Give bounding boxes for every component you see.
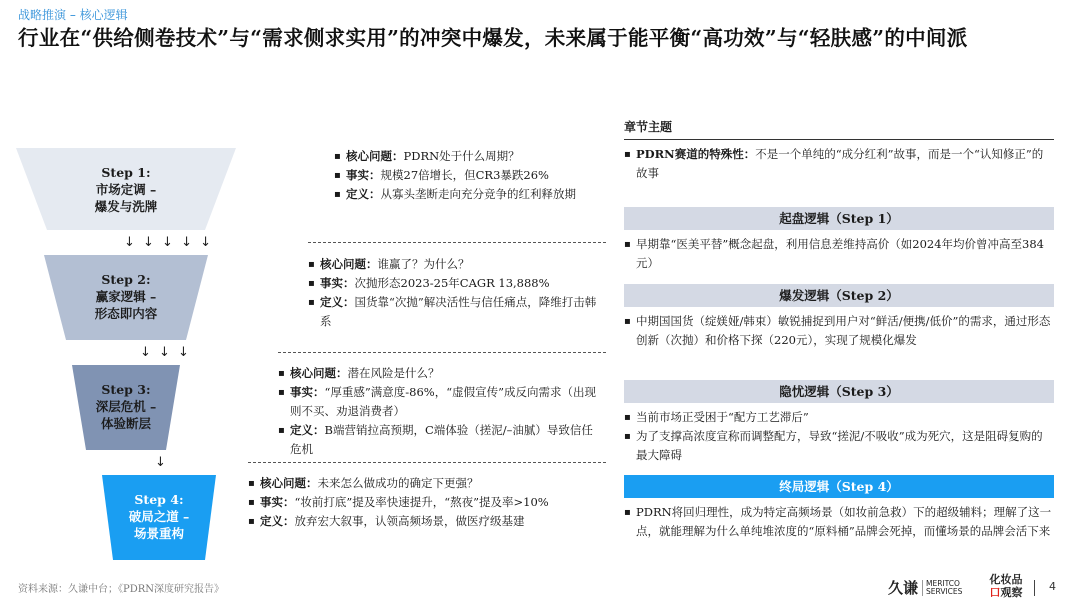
- logic-text-final: ▪ PDRN将回归理性，成为特定高频场景（如妆前急救）下的超级辅料；理解了这一点，就能理解为什么单纯堆浓度的“原料桶”品牌会死掉，而懂场景的品牌会活下来: [624, 503, 1054, 541]
- funnel-step-4-label: [99, 491, 219, 542]
- step-4-title: Step 4:: [134, 492, 184, 507]
- down-arrows-2: ↓ ↓ ↓: [140, 345, 191, 360]
- meritco-logo: 久谦 MERITCO SERVICES: [888, 578, 963, 597]
- section-kicker: 战略推演 – 核心逻辑: [18, 8, 128, 22]
- page-number: 4: [1049, 580, 1056, 593]
- source-note: 资料来源：久谦中台；《PDRN深度研究报告》: [18, 584, 225, 595]
- logic-bar-burst: 爆发逻辑（Step 2）: [624, 284, 1054, 307]
- logic-text-start: ▪ 早期靠“医美平替”概念起盘，利用信息差维持高价（如2024年均价曾冲高至384元）: [624, 235, 1054, 273]
- cosmetics-observer-logo: 化妆品 口观察: [989, 573, 1023, 599]
- step-2-question: ▪ 核心问题：谁赢了？为什么？: [308, 255, 600, 274]
- section-theme-heading: 章节主题: [624, 118, 1054, 140]
- step-1-name: 市场定调 – 爆发与洗牌: [94, 182, 158, 214]
- theme-description: ▪ PDRN赛道的特殊性：不是一个单纯的“成分红利”故事，而是一个“认知修正”的故事: [624, 145, 1054, 183]
- divider-1: [308, 242, 606, 243]
- step-3-definition: ▪ 定义：B端营销拉高预期，C端体验（搓泥/–油腻）导致信任危机: [278, 421, 600, 459]
- step-2-fact: ▪ 事实：次抛形态2023-25年CAGR 13,888%: [308, 274, 600, 293]
- logic-bar-final: 终局逻辑（Step 4）: [624, 475, 1054, 498]
- step-4-fact: ▪ 事实：“妆前打底”提及率快速提升，“熬夜”提及率>10%: [248, 493, 600, 512]
- divider-2: [278, 352, 606, 353]
- funnel-step-3-label: [66, 381, 186, 432]
- step-2-name: 赢家逻辑 – 形态即内容: [94, 289, 158, 321]
- page-title: 行业在“供给侧卷技术”与“需求侧求实用”的冲突中爆发，未来属于能平衡“高功效”与“轻肤感”的中间派: [18, 26, 968, 50]
- step-3-question: ▪ 核心问题：潜在风险是什么？: [278, 364, 600, 383]
- down-arrows-3: ↓: [155, 455, 168, 470]
- step-4-definition: ▪ 定义：放弃宏大叙事，认领高频场景，做医疗级基建: [248, 512, 600, 531]
- step-2-details: [308, 255, 600, 331]
- step-4-name: 破局之道 – 场景重构: [128, 509, 190, 541]
- logic-text-risk: ▪ 当前市场正受困于“配方工艺滞后” ▪ 为了支撑高浓度宣称而调整配方，导致“搓泥/不吸收”成为死穴，这是阻碍复购的最大障碍: [624, 408, 1054, 465]
- step-1-definition: ▪ 定义：从寡头垄断走向充分竞争的红利释放期: [334, 185, 600, 204]
- step-1-question: ▪ 核心问题：PDRN处于什么周期？: [334, 147, 600, 166]
- down-arrows-1: ↓ ↓ ↓ ↓ ↓: [124, 235, 213, 250]
- page-separator: [1034, 580, 1035, 596]
- step-3-details: [278, 364, 600, 459]
- step-1-fact: ▪ 事实：规模27倍增长，但CR3暴跌26%: [334, 166, 600, 185]
- step-2-title: Step 2:: [101, 272, 151, 287]
- step-1-details: [334, 147, 600, 204]
- step-4-question: ▪ 核心问题：未来怎么做成功的确定下更强？: [248, 474, 600, 493]
- step-1-title: Step 1:: [101, 165, 151, 180]
- logic-bar-risk: 隐忧逻辑（Step 3）: [624, 380, 1054, 403]
- funnel-step-2-label: [66, 271, 186, 322]
- logic-text-burst: ▪ 中期国国货（绽媄娅/韩束）敏锐捕捉到用户对“鲜活/便携/低价”的需求，通过形态创新（次抛）和价格下探（220元），实现了规模化爆发: [624, 312, 1054, 350]
- divider-3: [248, 462, 606, 463]
- step-4-details: [248, 474, 600, 531]
- step-3-title: Step 3:: [101, 382, 151, 397]
- step-2-definition: ▪ 定义：国货靠“次抛”解决活性与信任痛点，降维打击韩系: [308, 293, 600, 331]
- step-3-name: 深层危机 – 体验断层: [95, 399, 157, 431]
- logic-bar-start: 起盘逻辑（Step 1）: [624, 207, 1054, 230]
- funnel-step-1-label: [66, 164, 186, 215]
- step-3-fact: ▪ 事实：“厚重感”满意度-86%，“虚假宣传”成反向需求（出现则不买、劝退消费者）: [278, 383, 600, 421]
